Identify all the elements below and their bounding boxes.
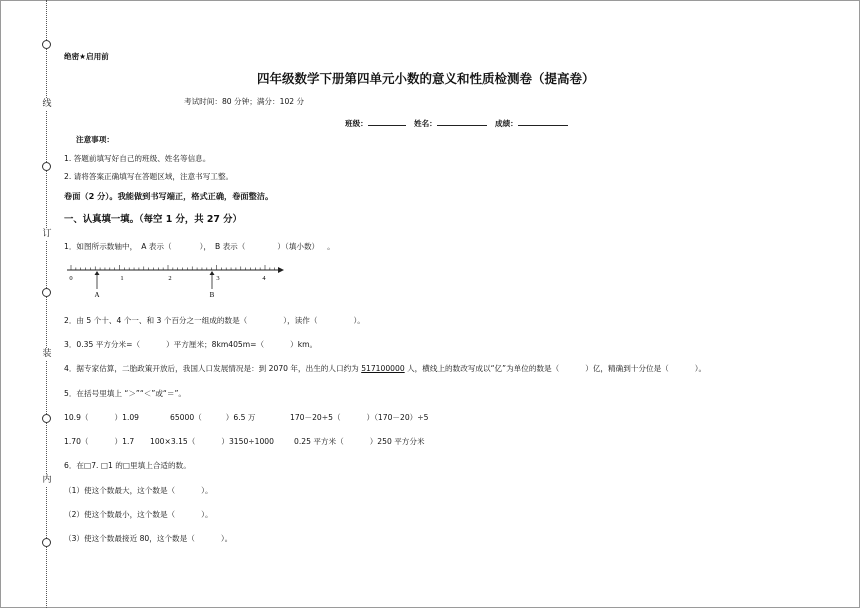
q4-text-b: 人，横线上的数改写成以“亿”为单位的数是（ xyxy=(404,364,560,373)
point-b-label: B xyxy=(209,291,215,299)
q5-item xyxy=(294,437,425,447)
number-line-label-4: 4 xyxy=(262,275,266,282)
q5-item-left: 1.70（ xyxy=(64,437,89,446)
score-blank[interactable] xyxy=(518,117,568,126)
number-line-label-0: 0 xyxy=(69,275,73,282)
binding-mark-ding: 订 xyxy=(39,228,55,240)
q5-item xyxy=(170,413,255,423)
q1-hint: ）（填小数） xyxy=(277,242,320,251)
binding-line xyxy=(46,0,47,608)
q3-end: ）km。 xyxy=(290,340,318,349)
name-field xyxy=(414,117,487,129)
question-5: 5．在括号里填上 “＞”“＜”或“＝”。 xyxy=(64,389,186,398)
note-item-1: 1. 答题前填写好自己的班级、姓名等信息。 xyxy=(64,154,211,163)
question-3 xyxy=(64,340,317,350)
class-blank[interactable] xyxy=(368,117,406,126)
q1-end: 。 xyxy=(327,242,335,251)
binding-mark-zhuang: 装 xyxy=(39,348,55,360)
binding-mark-nei: 内 xyxy=(39,474,55,486)
binding-hole xyxy=(42,414,51,423)
binding-hole xyxy=(42,40,51,49)
number-line xyxy=(64,262,286,300)
q6-sub-text: （2）使这个数最小，这个数是（ xyxy=(64,510,176,519)
point-a-arrowhead xyxy=(95,271,100,275)
exam-info: 考试时间：80 分钟；满分：102 分 xyxy=(184,97,305,106)
name-label: 姓名： xyxy=(414,119,437,128)
point-b-arrowhead xyxy=(210,271,215,275)
q5-item xyxy=(150,437,274,447)
q3-text-b: ）平方厘米；8km405m=（ xyxy=(166,340,265,349)
question-1 xyxy=(64,242,335,252)
q6-sub-end: ）。 xyxy=(201,510,213,519)
binding-hole xyxy=(42,162,51,171)
q1-a-label: A 表示（ xyxy=(141,242,172,251)
q2-text: 2．由 5 个十、4 个一、和 3 个百分之一组成的数是（ xyxy=(64,316,248,325)
number-line-label-3: 3 xyxy=(216,275,220,282)
name-blank[interactable] xyxy=(437,117,487,126)
binding-hole xyxy=(42,538,51,547)
q6-sub-text: （1）使这个数最大，这个数是（ xyxy=(64,486,176,495)
page-title: 四年级数学下册第四单元小数的意义和性质检测卷（提高卷） xyxy=(257,71,595,86)
q4-text: 4．据专家估算，二胎政策开放后，我国人口发展情况是：到 2070 年，出生的人口约为 xyxy=(64,364,362,373)
q5-item-right: ）（170－20）÷5 xyxy=(366,413,429,422)
neatness-note: 卷面（2 分）。我能做到书写端正，格式正确，卷面整洁。 xyxy=(64,191,274,201)
q4-text-c: ）亿，精确到十分位是（ xyxy=(585,364,669,373)
q2-end: ）。 xyxy=(353,316,365,325)
q5-item-right: ）1.7 xyxy=(114,437,135,446)
binding-mark-xian: 线 xyxy=(39,98,55,110)
number-line-label-2: 2 xyxy=(168,275,172,282)
q5-item xyxy=(64,413,139,423)
q6-sub-text: （3）使这个数最接近 80，这个数是（ xyxy=(64,534,195,543)
q3-text: 3．0.35 平方分米=（ xyxy=(64,340,141,349)
class-label: 班级： xyxy=(345,119,368,128)
q6-sub-end: ）。 xyxy=(201,486,213,495)
q5-item xyxy=(64,437,134,447)
secret-label: 绝密★启用前 xyxy=(64,52,109,61)
number-line-arrow xyxy=(278,267,284,273)
binding-hole xyxy=(42,288,51,297)
q2-text-b: ），读作（ xyxy=(283,316,318,325)
q5-item-left: 10.9（ xyxy=(64,413,89,422)
binding-margin xyxy=(36,0,58,608)
notes-heading: 注意事项： xyxy=(76,135,114,144)
q5-item-left: 170－20÷5（ xyxy=(290,413,341,422)
note-item-2: 2. 请将答案正确填写在答题区域，注意书写工整。 xyxy=(64,172,234,181)
question-6: 6．在□7. □1 的□里填上合适的数。 xyxy=(64,461,191,470)
section-title: 一、认真填一填。（每空 1 分，共 27 分） xyxy=(64,214,242,225)
q5-item-right: ）250 平方分米 xyxy=(369,437,425,446)
q6-sub-2 xyxy=(64,510,213,520)
q6-sub-end: ）。 xyxy=(220,534,233,543)
q5-item-right: ）6.5 万 xyxy=(225,413,256,422)
q5-item-left: 100×3.15（ xyxy=(150,437,196,446)
q4-end: ）。 xyxy=(694,364,707,373)
q1-sep: ）， xyxy=(199,242,211,251)
number-line-label-1: 1 xyxy=(120,275,124,282)
q1-text: 1．如图所示数轴中， xyxy=(64,242,138,251)
class-field xyxy=(345,117,406,129)
point-a-label: A xyxy=(94,291,100,299)
q6-sub-3 xyxy=(64,534,232,544)
q5-item-right: ）1.09 xyxy=(114,413,140,422)
q5-item-left: 0.25 平方米（ xyxy=(294,437,344,446)
q1-b-label: B 表示（ xyxy=(214,242,246,251)
q6-sub-1 xyxy=(64,486,213,496)
q5-item xyxy=(290,413,428,423)
score-field xyxy=(495,117,568,129)
q4-underlined-number: 517100000 xyxy=(361,364,405,373)
question-2 xyxy=(64,316,365,326)
q5-item-right: ）3150÷1000 xyxy=(221,437,274,446)
question-4 xyxy=(64,364,706,374)
score-label: 成绩： xyxy=(495,119,518,128)
q5-item-left: 65000（ xyxy=(170,413,202,422)
